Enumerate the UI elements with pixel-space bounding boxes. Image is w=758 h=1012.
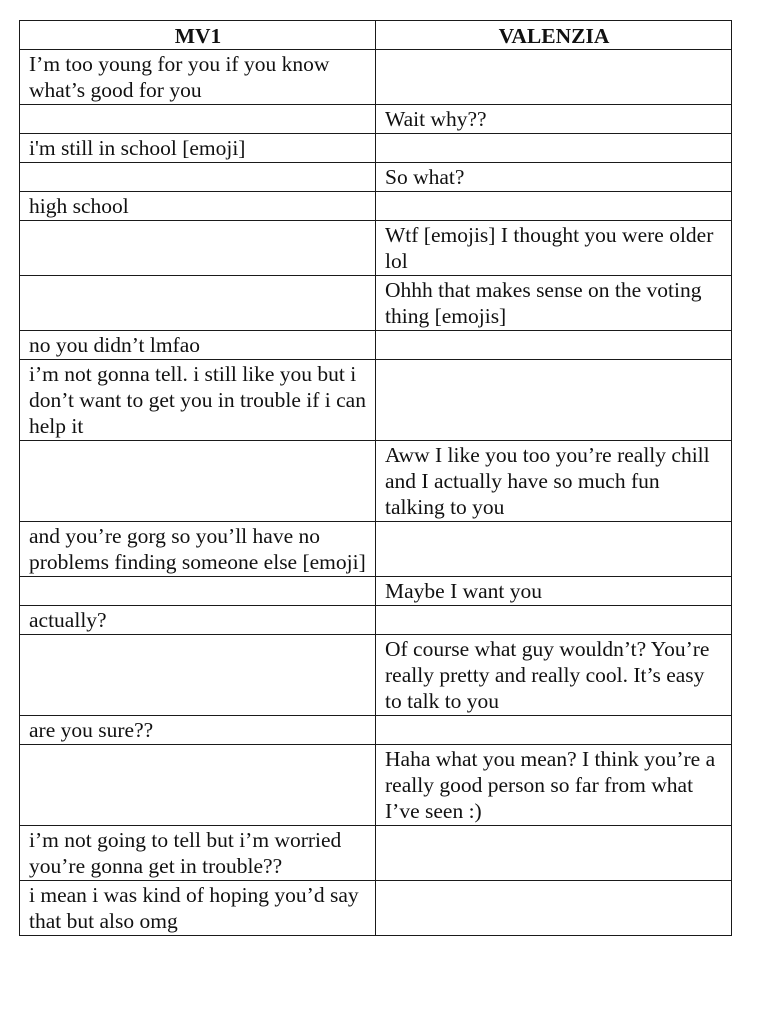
- table-row: [20, 134, 732, 163]
- mv1-message: i'm still in school [emoji]: [20, 134, 376, 163]
- mv1-message: [20, 745, 376, 826]
- valenzia-message: [376, 331, 732, 360]
- mv1-message: [20, 221, 376, 276]
- conversation-transcript: [19, 20, 731, 936]
- valenzia-message: [376, 134, 732, 163]
- table-row: [20, 635, 732, 716]
- table-row: [20, 276, 732, 331]
- mv1-message: and you’re gorg so you’ll have no problems finding someone else [emoji]: [20, 522, 376, 577]
- table-row: [20, 163, 732, 192]
- valenzia-message: [376, 881, 732, 936]
- mv1-message: I’m too young for you if you know what’s good for you: [20, 50, 376, 105]
- valenzia-message: Ohhh that makes sense on the voting thing [emojis]: [376, 276, 732, 331]
- table-row: [20, 331, 732, 360]
- valenzia-message: [376, 360, 732, 441]
- mv1-message: [20, 163, 376, 192]
- valenzia-message: Wait why??: [376, 105, 732, 134]
- valenzia-message: [376, 716, 732, 745]
- mv1-message: high school: [20, 192, 376, 221]
- valenzia-message: [376, 192, 732, 221]
- valenzia-message: Aww I like you too you’re really chill and I actually have so much fun talking to you: [376, 441, 732, 522]
- table-row: [20, 606, 732, 635]
- table-header-row: [20, 21, 732, 50]
- mv1-message: actually?: [20, 606, 376, 635]
- valenzia-message: [376, 522, 732, 577]
- mv1-message: no you didn’t lmfao: [20, 331, 376, 360]
- mv1-message: i’m not going to tell but i’m worried you’re gonna get in trouble??: [20, 826, 376, 881]
- mv1-message: are you sure??: [20, 716, 376, 745]
- mv1-message: i’m not gonna tell. i still like you but i don’t want to get you in trouble if i can help it: [20, 360, 376, 441]
- table-row: [20, 50, 732, 105]
- table-row: [20, 745, 732, 826]
- table-row: [20, 577, 732, 606]
- conversation-table: [19, 20, 732, 936]
- table-row: [20, 716, 732, 745]
- mv1-message: [20, 276, 376, 331]
- valenzia-message: [376, 826, 732, 881]
- valenzia-message: [376, 50, 732, 105]
- column-header-valenzia: VALENZIA: [376, 21, 732, 50]
- valenzia-message: [376, 606, 732, 635]
- table-row: [20, 826, 732, 881]
- valenzia-message: Wtf [emojis] I thought you were older lol: [376, 221, 732, 276]
- table-row: [20, 221, 732, 276]
- table-row: [20, 881, 732, 936]
- valenzia-message: So what?: [376, 163, 732, 192]
- table-row: [20, 360, 732, 441]
- mv1-message: [20, 577, 376, 606]
- mv1-message: i mean i was kind of hoping you’d say that but also omg: [20, 881, 376, 936]
- mv1-message: [20, 635, 376, 716]
- table-row: [20, 192, 732, 221]
- column-header-mv1: MV1: [20, 21, 376, 50]
- table-row: [20, 522, 732, 577]
- valenzia-message: Maybe I want you: [376, 577, 732, 606]
- mv1-message: [20, 441, 376, 522]
- table-row: [20, 441, 732, 522]
- valenzia-message: Haha what you mean? I think you’re a really good person so far from what I’ve seen :): [376, 745, 732, 826]
- table-row: [20, 105, 732, 134]
- valenzia-message: Of course what guy wouldn’t? You’re really pretty and really cool. It’s easy to talk to you: [376, 635, 732, 716]
- mv1-message: [20, 105, 376, 134]
